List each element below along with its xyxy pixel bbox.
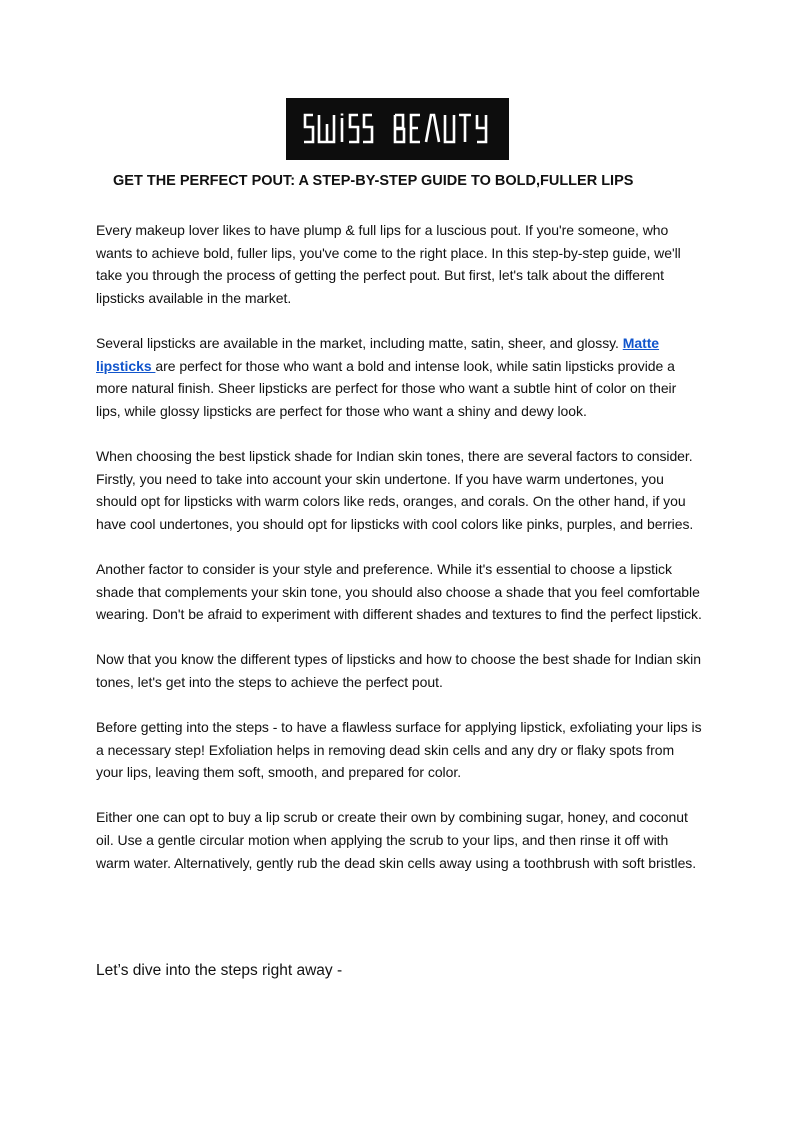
paragraph-text: are perfect for those who want a bold and intense look, while satin lipsticks provide a more natural finish. Sheer lipsticks are perfect for those who want a subtle hint of color on their lips, while glossy lipsticks are perfect for those who want a shiny and dewy look. xyxy=(96,357,677,419)
paragraph-intro: Every makeup lover likes to have plump & full lips for a luscious pout. If you're someone, who wants to achieve bold, fuller lips, you've come to the right place. In this step-by-step guide, we'll take you through the process of getting the perfect pout. But first, let's talk about the different lipsticks available in the market. xyxy=(96,222,681,306)
paragraph-lipstick-types xyxy=(96,332,702,422)
paragraph-exfoliation: Before getting into the steps - to have a flawless surface for applying lipstick, exfoliating your lips is a necessary step! Exfoliation helps in removing dead skin cells and any dry or flaky spots from your lips, leaving them soft, smooth, and prepared for color. xyxy=(96,719,702,781)
paragraph-transition: Now that you know the different types of lipsticks and how to choose the best shade for Indian skin tones, let's get into the steps to achieve the perfect pout. xyxy=(96,651,701,690)
paragraph-text: Several lipsticks are available in the market, including matte, satin, sheer, and glossy. xyxy=(96,334,623,351)
logo-wordmark xyxy=(286,98,509,160)
swiss-beauty-logo xyxy=(286,98,509,160)
paragraph-skin-tones: When choosing the best lipstick shade for Indian skin tones, there are several factors to consider. Firstly, you need to take into account your skin undertone. If you have warm undertones, you should opt for lipsticks with warm colors like reds, oranges, and corals. On the other hand, if you have cool undertones, you should opt for lipsticks with cool colors like pinks, purples, and berries. xyxy=(96,447,694,532)
steps-intro: Let’s dive into the steps right away - xyxy=(96,962,343,979)
article-title: GET THE PERFECT POUT: A STEP-BY-STEP GUIDE TO BOLD,FULLER LIPS xyxy=(113,173,634,189)
matte-lipsticks-link[interactable]: Matte lipsticks xyxy=(96,334,660,374)
paragraph-lip-scrub: Either one can opt to buy a lip scrub or create their own by combining sugar, honey, and coconut oil. Use a gentle circular motion when applying the scrub to your lips, and then rinse it off with warm water. Alternatively, gently rub the dead skin cells away using a toothbrush with soft bristles. xyxy=(96,809,697,871)
paragraph-style-preference: Another factor to consider is your style and preference. While it's essential to choose a lipstick shade that complements your skin tone, you should also choose a shade that you feel comfortable wearing. Don't be afraid to experiment with different shades and textures to find the perfect lipstick. xyxy=(96,560,702,623)
article-body xyxy=(96,219,702,897)
